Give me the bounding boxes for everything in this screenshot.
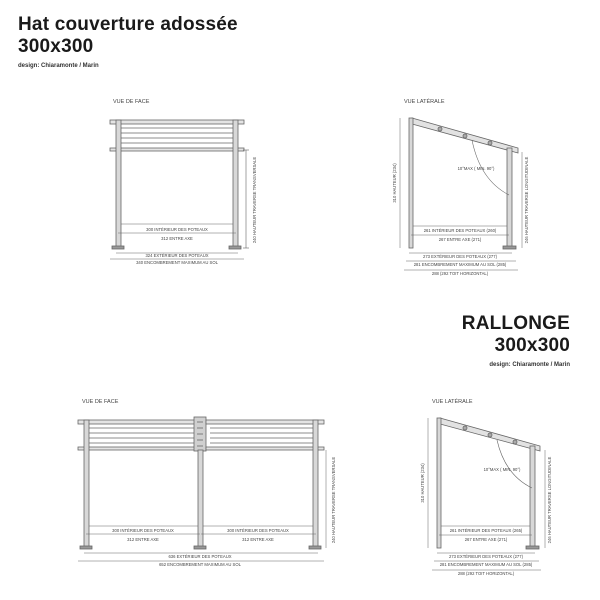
d1-front-dim-axis: 312 ENTRE AXE xyxy=(161,236,193,241)
d2-lower-rail-right xyxy=(206,447,324,450)
rallonge-title: RALLONGE xyxy=(461,313,570,334)
d1-side-height-left: 310 HAUTEUR (234) xyxy=(392,163,397,203)
d2-side-dim-interior: 261 INTÉRIEUR DES POTEAUX (265) xyxy=(449,528,523,533)
d1-post-right xyxy=(233,120,238,248)
d1-front-view xyxy=(110,99,249,259)
d2-side-angle: 10°MAX ( MIN. 90°) xyxy=(483,467,521,472)
d1-wall-post xyxy=(409,118,413,248)
rallonge-subtitle: 300x300 xyxy=(494,335,570,356)
d2-side-height-right: 246 HAUTEUR TRAVERSE LONGITUDINALE xyxy=(547,456,552,544)
d2-side-dim-ground: 281 ENCOMBREMENT MAXIMUM AU SOL (285) xyxy=(439,562,533,567)
d1-top-rail xyxy=(110,120,244,124)
d1-side-dim-roof: 288 (292 TOIT HORIZONTAL) xyxy=(431,271,489,276)
d2-top-rail-right xyxy=(206,420,324,424)
d2-post-right xyxy=(313,420,318,548)
d1-side-view xyxy=(400,98,522,270)
d1-front-dim-interior: 300 INTÉRIEUR DES POTEAUX xyxy=(146,227,208,232)
d1-post-left xyxy=(116,120,121,248)
d1-side-height-right: 246 HAUTEUR TRAVERSE LONGITUDINALE xyxy=(524,156,529,244)
d1-front-label: VUE DE FACE xyxy=(113,99,150,105)
d2-front-texts xyxy=(112,457,336,567)
d1-foot xyxy=(503,246,516,249)
d1-front-dim-height: 240 HAUTEUR TRAVERSE TRANSVERSALE xyxy=(252,156,257,244)
main-design-credit: design: Chiaramonte / Marin xyxy=(18,63,99,69)
d2-lower-rail-left xyxy=(78,447,200,450)
d2-front-post xyxy=(530,446,535,548)
d2-front-dim-ground: 652 ENCOMBREMENT MAXIMUM AU SOL xyxy=(159,562,241,567)
d2-post-middle xyxy=(198,450,203,548)
d2-front-dim-exterior: 636 EXTÉRIEUR DES POTEAUX xyxy=(168,554,232,559)
d1-side-angle: 10°MAX ( MIN. 90°) xyxy=(457,166,495,171)
d1-side-dim-interior: 261 INTÉRIEUR DES POTEAUX (260) xyxy=(423,228,497,233)
d2-top-rail-left xyxy=(78,420,200,424)
d2-wall-post xyxy=(437,418,441,548)
d2-side-dim-roof: 288 (292 TOIT HORIZONTAL) xyxy=(457,571,515,576)
d1-side-dim-exterior: 273 EXTÉRIEUR DES POTEAUX (277) xyxy=(422,254,498,259)
d2-side-dim-exterior: 273 EXTÉRIEUR DES POTEAUX (277) xyxy=(448,554,524,559)
d2-side-view xyxy=(428,398,545,570)
d2-front-dim-axis-left: 312 ENTRE AXE xyxy=(127,537,159,542)
d1-foot-right xyxy=(229,246,241,249)
d1-roof-bolt xyxy=(488,141,492,145)
d2-side-dim-axis: 267 ENTRE AXE (271) xyxy=(464,537,508,542)
d1-roof-bolt xyxy=(438,127,442,131)
d1-roof-bolt xyxy=(463,134,467,138)
d1-side-dim-ground: 281 ENCOMBREMENT MAXIMUM AU SOL (285) xyxy=(413,262,507,267)
d2-front-dim-interior-right: 300 INTÉRIEUR DES POTEAUX xyxy=(227,528,289,533)
d2-front-view xyxy=(78,399,326,561)
d1-foot-left xyxy=(112,246,124,249)
d2-front-dim-height: 240 HAUTEUR TRAVERSE TRANSVERSALE xyxy=(331,456,336,544)
d2-post-left xyxy=(84,420,89,548)
d1-front-dim-exterior: 324 EXTÉRIEUR DES POTEAUX xyxy=(145,253,209,258)
d2-front-dim-axis-right: 312 ENTRE AXE xyxy=(242,537,274,542)
d2-front-dim-interior-left: 300 INTÉRIEUR DES POTEAUX xyxy=(112,528,174,533)
d2-side-height-left: 310 HAUTEUR (234) xyxy=(420,463,425,503)
main-title: Hat couverture adossée xyxy=(18,14,238,35)
d1-side-label: VUE LATÉRALE xyxy=(404,99,445,105)
d1-front-dim-ground: 340 ENCOMBREMENT MAXIMUM AU SOL xyxy=(136,260,218,265)
d1-front-post xyxy=(507,148,512,248)
d1-side-dim-axis: 267 ENTRE AXE (271) xyxy=(438,237,482,242)
rallonge-design-credit: design: Chiaramonte / Marin xyxy=(489,362,570,368)
d2-side-label: VUE LATÉRALE xyxy=(432,399,473,405)
main-subtitle: 300x300 xyxy=(18,36,94,57)
d1-lower-rail xyxy=(110,148,244,151)
d2-front-label: VUE DE FACE xyxy=(82,399,119,405)
